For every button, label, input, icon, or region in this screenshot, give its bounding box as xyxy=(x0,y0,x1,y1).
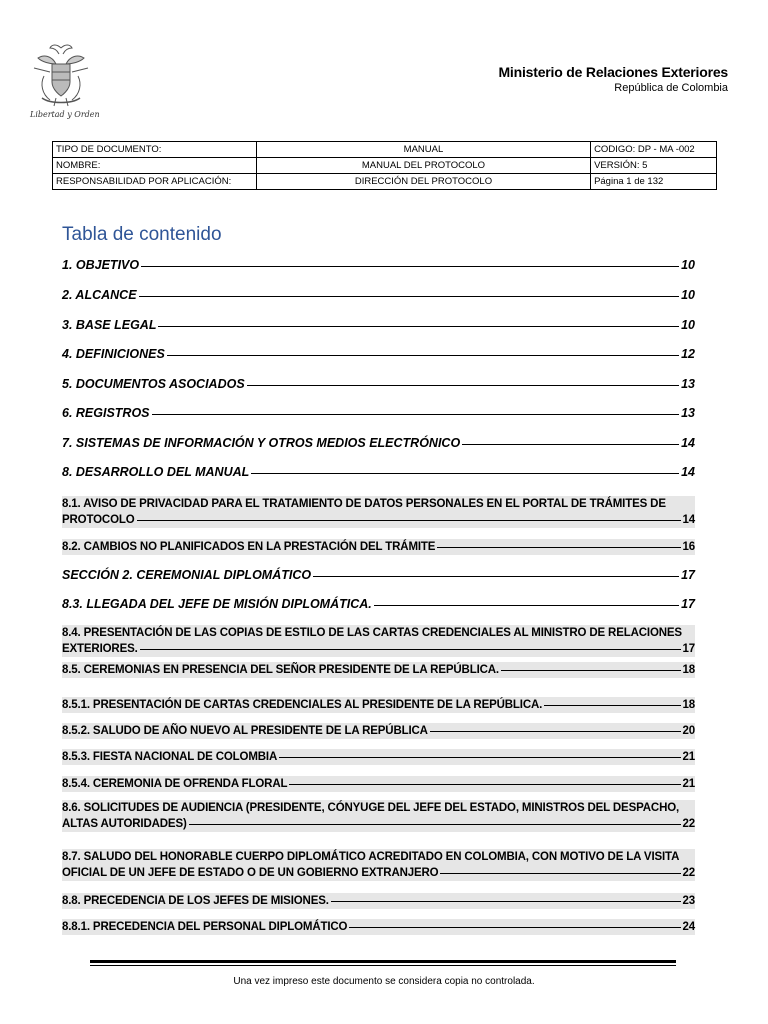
toc-leader xyxy=(189,824,681,825)
toc-entry-title: 8.5.2. SALUDO DE AÑO NUEVO AL PRESIDENTE DE LA REPÚBLICA xyxy=(62,725,428,737)
toc-entry[interactable] xyxy=(62,377,695,391)
toc-entry-page: 22 xyxy=(682,818,695,830)
toc-entry-page: 22 xyxy=(682,867,695,879)
toc-entry-page: 17 xyxy=(681,597,695,611)
toc-entry[interactable] xyxy=(62,849,695,881)
toc-leader xyxy=(430,731,681,732)
toc-entry-page: 21 xyxy=(682,778,695,790)
toc-entry-title: 8.8. PRECEDENCIA DE LOS JEFES DE MISIONES. xyxy=(62,895,329,907)
toc-leader xyxy=(140,649,681,650)
toc-entry-title: 7. SISTEMAS DE INFORMACIÓN Y OTROS MEDIOS ELECTRÓNICO xyxy=(62,436,461,450)
toc-entry[interactable] xyxy=(62,568,695,582)
toc-entry[interactable] xyxy=(62,406,695,420)
toc-entry[interactable] xyxy=(62,465,695,479)
logo-caption: Libertad y Orden xyxy=(30,110,100,119)
toc-leader xyxy=(251,473,679,474)
toc-leader xyxy=(440,873,680,874)
meta-page: Página 1 de 132 xyxy=(591,174,717,190)
toc-entry-title: 8.5.4. CEREMONIA DE OFRENDA FLORAL xyxy=(62,778,288,790)
toc-entry-title: 3. BASE LEGAL xyxy=(62,318,157,332)
toc-entry[interactable] xyxy=(62,288,695,302)
toc-leader xyxy=(313,576,679,577)
toc-leader xyxy=(137,520,681,521)
toc-entry-title: 8. DESARROLLO DEL MANUAL xyxy=(62,465,250,479)
toc-entry-page: 23 xyxy=(682,895,695,907)
meta-row-name xyxy=(53,158,717,174)
toc-entry[interactable] xyxy=(62,436,695,450)
coat-of-arms-icon xyxy=(30,42,92,110)
toc-entry-title: ALTAS AUTORIDADES) xyxy=(62,818,187,830)
toc-leader xyxy=(331,901,681,902)
toc-entry-title: 4. DEFINICIONES xyxy=(62,347,165,361)
meta-row-responsibility xyxy=(53,174,717,190)
toc-entry[interactable] xyxy=(62,893,695,909)
toc-entry[interactable] xyxy=(62,597,695,611)
toc-entry[interactable] xyxy=(62,800,695,832)
toc-entry-title-line1: 8.1. AVISO DE PRIVACIDAD PARA EL TRATAMIENTO DE DATOS PERSONALES EN EL PORTAL DE TRÁMITES DE xyxy=(62,498,666,510)
ministry-name: Ministerio de Relaciones Exteriores xyxy=(498,64,728,80)
toc-entry-title-line1: 8.4. PRESENTACIÓN DE LAS COPIAS DE ESTILO DE LAS CARTAS CREDENCIALES AL MINISTRO DE RELACIONES xyxy=(62,627,682,639)
toc-entry-title: 8.3. LLEGADA DEL JEFE DE MISIÓN DIPLOMÁTICA. xyxy=(62,597,372,611)
toc-entry-title: 8.8.1. PRECEDENCIA DEL PERSONAL DIPLOMÁTICO xyxy=(62,921,348,933)
toc-entry-page: 17 xyxy=(682,643,695,655)
toc-entry-page: 16 xyxy=(682,541,695,553)
toc-entry-title: 8.5. CEREMONIAS EN PRESENCIA DEL SEÑOR PRESIDENTE DE LA REPÚBLICA. xyxy=(62,664,499,676)
meta-value: MANUAL xyxy=(256,142,590,158)
toc-entry[interactable] xyxy=(62,539,695,555)
toc-entry-page: 18 xyxy=(682,664,695,676)
toc-entry-title: 6. REGISTROS xyxy=(62,406,150,420)
toc-entry-title: OFICIAL DE UN JEFE DE ESTADO O DE UN GOBIERNO EXTRANJERO xyxy=(62,867,439,879)
toc-leader xyxy=(139,296,680,297)
toc-entry-page: 21 xyxy=(682,751,695,763)
toc-leader xyxy=(141,266,679,267)
meta-code: CODIGO: DP - MA -002 xyxy=(591,142,717,158)
toc-leader xyxy=(501,670,681,671)
toc-entry-title: 8.5.3. FIESTA NACIONAL DE COLOMBIA xyxy=(62,751,278,763)
meta-label: RESPONSABILIDAD POR APLICACIÓN: xyxy=(53,174,257,190)
toc-entry-page: 18 xyxy=(682,699,695,711)
meta-version: VERSIÓN: 5 xyxy=(591,158,717,174)
toc-entry-title: EXTERIORES. xyxy=(62,643,138,655)
toc-entry-page: 14 xyxy=(681,436,695,450)
toc-leader xyxy=(279,757,680,758)
meta-value: MANUAL DEL PROTOCOLO xyxy=(256,158,590,174)
toc-entry-page: 17 xyxy=(681,568,695,582)
toc-entry[interactable] xyxy=(62,347,695,361)
toc-leader xyxy=(544,705,680,706)
toc-entry-page: 13 xyxy=(681,377,695,391)
meta-row-type xyxy=(53,142,717,158)
toc-heading: Tabla de contenido xyxy=(62,224,222,245)
toc-leader xyxy=(374,605,679,606)
toc-entry[interactable] xyxy=(62,697,695,713)
toc-entry-title: 8.2. CAMBIOS NO PLANIFICADOS EN LA PRESTACIÓN DEL TRÁMITE xyxy=(62,541,436,553)
toc-leader xyxy=(158,326,679,327)
ministry-block xyxy=(498,64,728,94)
meta-label: TIPO DE DOCUMENTO: xyxy=(53,142,257,158)
document-header xyxy=(0,0,768,140)
footer-note: Una vez impreso este documento se considera copia no controlada. xyxy=(233,976,535,987)
toc-entry[interactable] xyxy=(62,662,695,678)
footer-rule-thick xyxy=(90,960,676,963)
toc-entry-page: 12 xyxy=(681,347,695,361)
toc-leader xyxy=(167,355,679,356)
toc-entry[interactable] xyxy=(62,318,695,332)
toc-entry-title: 5. DOCUMENTOS ASOCIADOS xyxy=(62,377,245,391)
toc-entry[interactable] xyxy=(62,496,695,528)
toc-entry-title: 8.5.1. PRESENTACIÓN DE CARTAS CREDENCIALES AL PRESIDENTE DE LA REPÚBLICA. xyxy=(62,699,543,711)
toc-entry[interactable] xyxy=(62,625,695,657)
toc-leader xyxy=(349,927,680,928)
toc-entry-title-line1: 8.7. SALUDO DEL HONORABLE CUERPO DIPLOMÁTICO ACREDITADO EN COLOMBIA, CON MOTIVO DE LA VISITA xyxy=(62,851,680,863)
toc-leader xyxy=(462,444,679,445)
toc-entry-page: 13 xyxy=(681,406,695,420)
toc-entry-page: 24 xyxy=(682,921,695,933)
toc-entry[interactable] xyxy=(62,749,695,765)
country-name: República de Colombia xyxy=(614,82,728,94)
toc-entry-title: SECCIÓN 2. CEREMONIAL DIPLOMÁTICO xyxy=(62,568,312,582)
document-meta-table xyxy=(52,141,717,190)
toc-entry-page: 14 xyxy=(681,465,695,479)
toc-leader xyxy=(437,547,680,548)
meta-label: NOMBRE: xyxy=(53,158,257,174)
toc-entry-page: 10 xyxy=(681,288,695,302)
toc-entry-page: 14 xyxy=(682,514,695,526)
toc-entry-title: 2. ALCANCE xyxy=(62,288,137,302)
footer-rule-thin xyxy=(90,965,676,966)
toc-entry-page: 10 xyxy=(681,258,695,272)
toc-entry-title: PROTOCOLO xyxy=(62,514,135,526)
toc-leader xyxy=(152,414,680,415)
toc-entry-page: 20 xyxy=(682,725,695,737)
toc-entry[interactable] xyxy=(62,776,695,792)
toc-entry[interactable] xyxy=(62,723,695,739)
toc-leader xyxy=(247,385,679,386)
toc-leader xyxy=(289,784,680,785)
toc-entry-title: 1. OBJETIVO xyxy=(62,258,140,272)
toc-entry[interactable] xyxy=(62,919,695,935)
meta-value: DIRECCIÓN DEL PROTOCOLO xyxy=(256,174,590,190)
toc-entry-page: 10 xyxy=(681,318,695,332)
toc-entry[interactable] xyxy=(62,258,695,272)
toc-entry-title-line1: 8.6. SOLICITUDES DE AUDIENCIA (PRESIDENTE, CÓNYUGE DEL JEFE DEL ESTADO, MINISTROS DEL DESPACHO, xyxy=(62,802,680,814)
